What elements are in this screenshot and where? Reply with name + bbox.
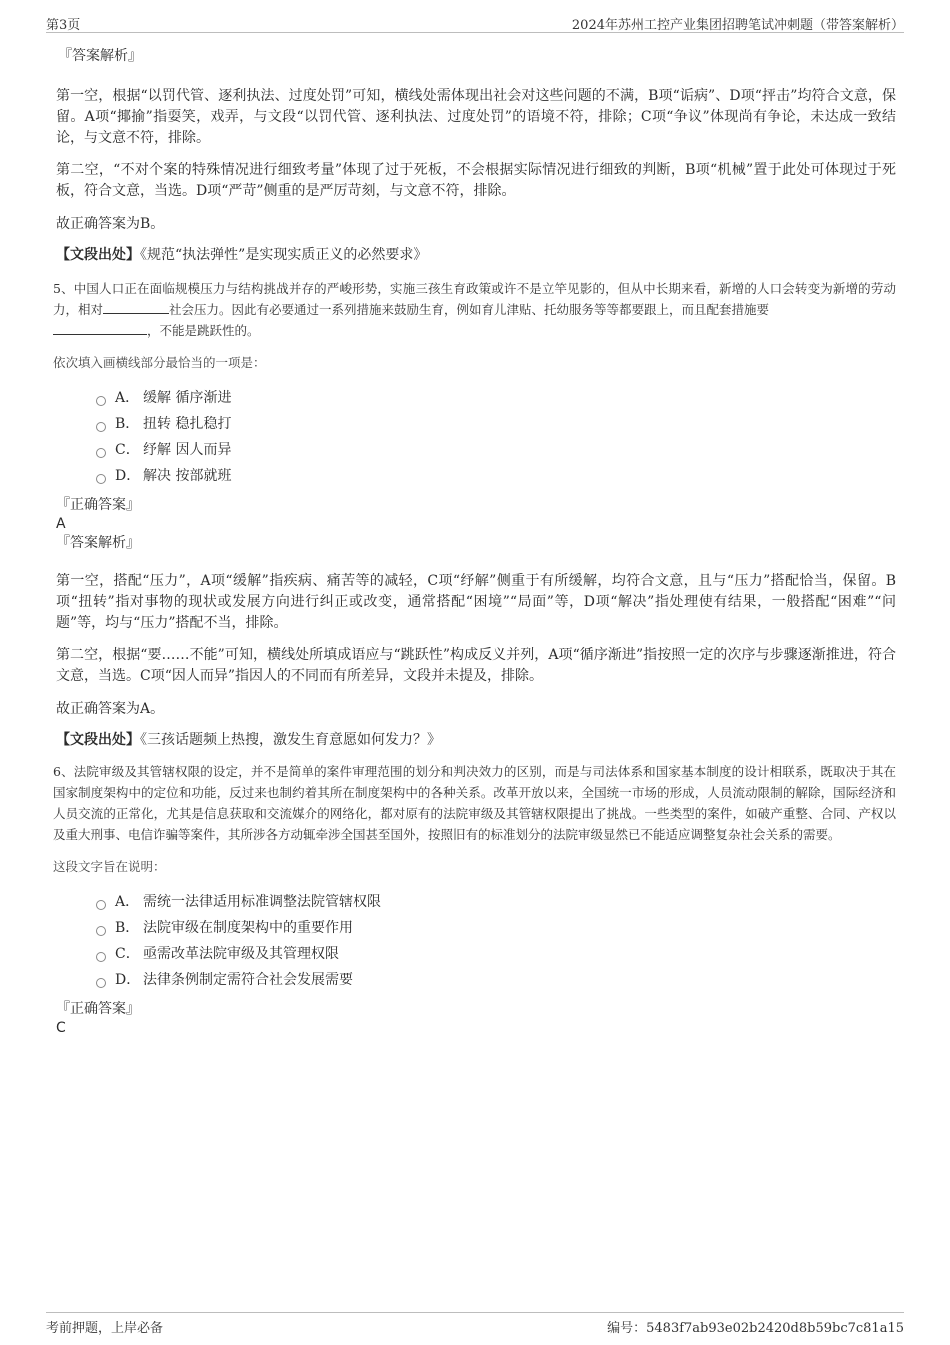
radio-button[interactable] bbox=[96, 978, 106, 988]
correct-answer: A bbox=[56, 516, 66, 532]
option-b[interactable]: B． 扭转 稳扎稳打 bbox=[96, 411, 896, 437]
conclusion: 故正确答案为A。 bbox=[56, 701, 165, 717]
question-text: 5、中国人口正在面临规模压力与结构挑战并存的严峻形势，实施三孩生育政策或许不是立竿见影的，但从中长期来看，新增的人口会转变为新增的劳动力，相对 bbox=[53, 281, 896, 317]
page-number: 第3页 bbox=[46, 18, 81, 33]
footer-slogan: 考前押题，上岸必备 bbox=[46, 1321, 164, 1336]
option-a[interactable]: A． 需统一法律适用标准调整法院管辖权限 bbox=[96, 889, 896, 915]
question-prompt: 依次填入画横线部分最恰当的一项是： bbox=[53, 355, 266, 370]
analysis-paragraph: 第二空，根据“要……不能”可知，横线处所填成语应与“跳跃性”构成反义并列，A项“循序渐进”指按照一定的次序与步骤逐渐推进，符合文意，当选。C项“因人而异”指因人的不同而有所差异，文段并未提及，排除。 bbox=[56, 647, 896, 684]
radio-button[interactable] bbox=[96, 474, 106, 484]
radio-button[interactable] bbox=[96, 396, 106, 406]
correct-answer-label: 『正确答案』 bbox=[56, 1001, 140, 1017]
analysis-label: 『答案解析』 bbox=[56, 535, 140, 551]
source-line bbox=[56, 730, 896, 751]
source-label: 【文段出处】 bbox=[56, 732, 140, 748]
page-footer bbox=[46, 1312, 904, 1336]
analysis-paragraph: 第一空，搭配“压力”，A项“缓解”指疾病、痛苦等的减轻，C项“纾解”侧重于有所缓解，均符合文意，且与“压力”搭配恰当，保留。B项“扭转”指对事物的现状或发展方向进行纠正或改变，通常搭配“困境”“局面”等，D项“解决”指处理使有结果，一般搭配“困难”“问题”等，均与“压力”搭配不当，排除。 bbox=[56, 573, 896, 631]
question-text: 社会压力。因此有必要通过一系列措施来鼓励生育，例如育儿津贴、托幼服务等等都要跟上，而且配套措施要 bbox=[169, 302, 770, 317]
option-text: 亟需改革法院审级及其管理权限 bbox=[143, 946, 339, 962]
analysis-paragraph: 第一空，根据“以罚代管、逐利执法、过度处罚”可知，横线处需体现出社会对这些问题的不满，B项“诟病”、D项“抨击”均符合文意，保留。A项“揶揄”指耍笑，戏弄，与文段“以罚代管、逐利执法、过度处罚”的语境不符，排除；C项“争议”体现尚有争论，未达成一致结论，与文意不符，排除。 bbox=[56, 88, 896, 146]
option-a[interactable]: A． 缓解 循序渐进 bbox=[96, 385, 896, 411]
analysis-paragraph: 第二空，“不对个案的特殊情况进行细致考量”体现了过于死板，不会根据实际情况进行细致的判断，B项“机械”置于此处可体现过于死板，符合文意，当选。D项“严苛”侧重的是严厉苛刻，与文意不符，排除。 bbox=[56, 162, 896, 199]
options-list bbox=[96, 889, 896, 993]
option-c[interactable]: C． 亟需改革法院审级及其管理权限 bbox=[96, 941, 896, 967]
radio-button[interactable] bbox=[96, 952, 106, 962]
source-line bbox=[56, 245, 896, 266]
analysis-label: 『答案解析』 bbox=[58, 48, 142, 64]
answer-blank bbox=[53, 320, 147, 335]
option-text: 法律条例制定需符合社会发展需要 bbox=[143, 972, 353, 988]
correct-answer: C bbox=[56, 1020, 66, 1036]
page-content bbox=[53, 46, 896, 1037]
page-header bbox=[46, 12, 904, 33]
source-label: 【文段出处】 bbox=[56, 247, 140, 263]
radio-button[interactable] bbox=[96, 926, 106, 936]
option-text: 缓解 循序渐进 bbox=[143, 390, 232, 406]
option-text: 需统一法律适用标准调整法院管辖权限 bbox=[143, 894, 381, 910]
radio-button[interactable] bbox=[96, 448, 106, 458]
question-prompt: 这段文字旨在说明： bbox=[53, 859, 166, 874]
options-list bbox=[96, 385, 896, 489]
option-text: 扭转 稳扎稳打 bbox=[143, 416, 232, 432]
option-text: 解决 按部就班 bbox=[143, 468, 232, 484]
option-c[interactable]: C． 纾解 因人而异 bbox=[96, 437, 896, 463]
option-text: 纾解 因人而异 bbox=[143, 442, 232, 458]
document-title: 2024年苏州工控产业集团招聘笔试冲刺题（带答案解析） bbox=[571, 18, 904, 33]
question-6-text: 6、法院审级及其管辖权限的设定，并不是简单的案件审理范围的划分和判决效力的区别，而是与司法体系和国家基本制度的设计相联系，既取决于其在国家制度架构中的定位和功能，反过来也制约着其所在制度架构中的各种关系。改革开放以来，全国统一市场的形成，人员流动限制的解除，国际经济和人员交流的正常化，尤其是信息获取和交流媒介的网络化，都对原有的法院审级及其管辖权限提出了挑战。一些类型的案件，如破产重整、合同、产权以及重大刑事、电信诈骗等案件，其所涉各方动辄牵涉全国甚至国外，按照旧有的标准划分的法院审级显然已不能适应调整复杂社会关系的需要。 bbox=[53, 764, 896, 842]
document-code: 编号：5483f7ab93e02b2420d8b59bc7c81a15 bbox=[607, 1321, 904, 1336]
option-b[interactable]: B． 法院审级在制度架构中的重要作用 bbox=[96, 915, 896, 941]
conclusion: 故正确答案为B。 bbox=[56, 216, 165, 232]
radio-button[interactable] bbox=[96, 900, 106, 910]
answer-blank bbox=[103, 299, 169, 314]
question-5-text bbox=[53, 278, 896, 341]
option-d[interactable]: D． 解决 按部就班 bbox=[96, 463, 896, 489]
question-text: ，不能是跳跃性的。 bbox=[147, 323, 260, 338]
option-d[interactable]: D． 法律条例制定需符合社会发展需要 bbox=[96, 967, 896, 993]
source-title: 《三孩话题频上热搜，激发生育意愿如何发力？》 bbox=[140, 732, 441, 748]
radio-button[interactable] bbox=[96, 422, 106, 432]
correct-answer-label: 『正确答案』 bbox=[56, 497, 140, 513]
source-title: 《规范“执法弹性”是实现实质正义的必然要求》 bbox=[140, 247, 428, 263]
option-text: 法院审级在制度架构中的重要作用 bbox=[143, 920, 353, 936]
